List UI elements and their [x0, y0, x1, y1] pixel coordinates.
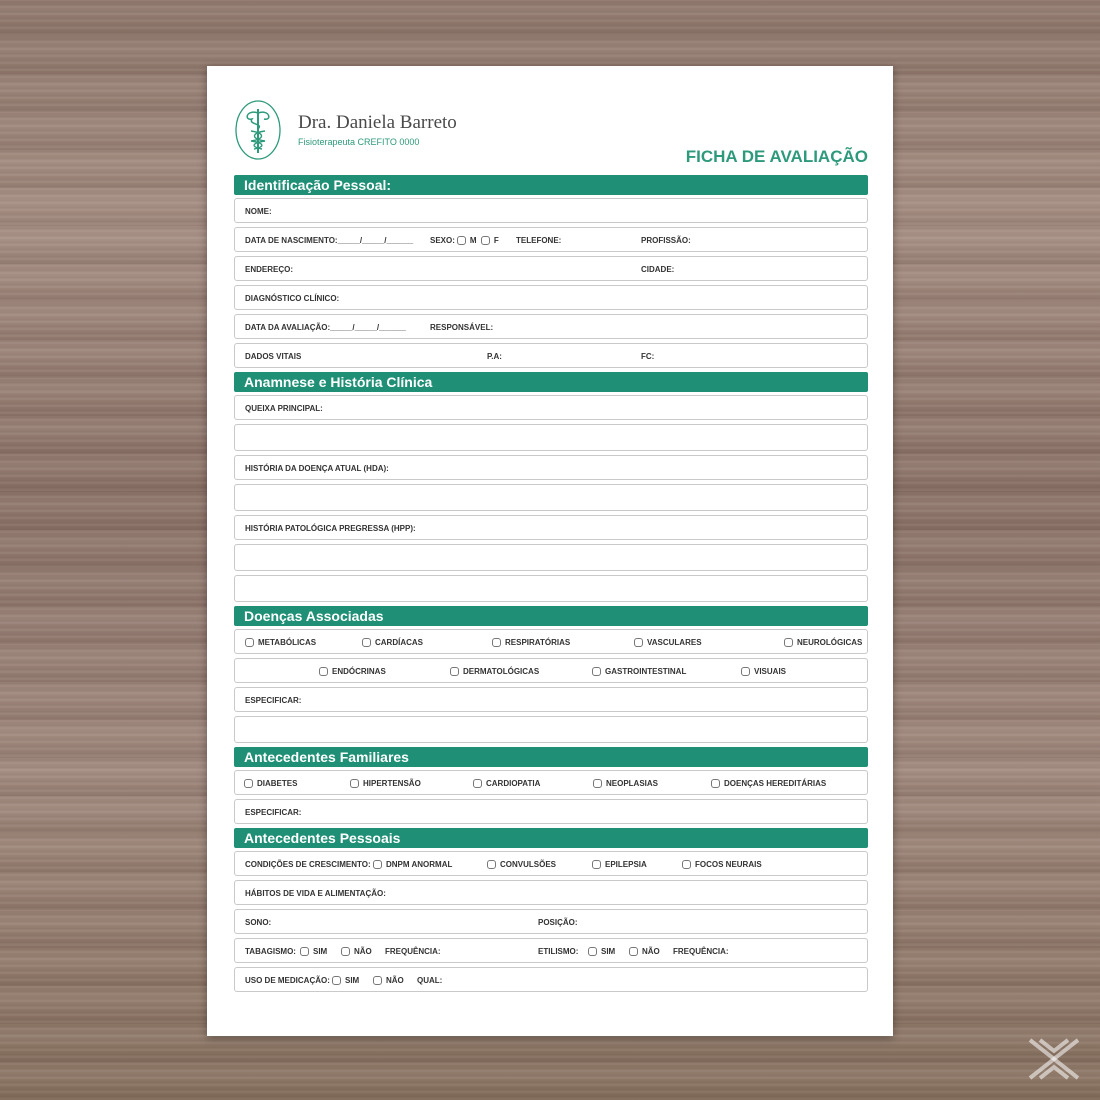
option-metabolicas[interactable]: METABÓLICAS — [245, 630, 316, 655]
medicacao-row — [234, 967, 868, 992]
option-diabetes[interactable]: DIABETES — [244, 771, 297, 796]
label-responsavel: RESPONSÁVEL: — [430, 323, 494, 332]
checkbox-icon[interactable] — [741, 667, 750, 676]
checkbox-icon[interactable] — [682, 860, 691, 869]
checkbox-icon[interactable] — [634, 638, 643, 647]
tabagismo-etilismo-row — [234, 938, 868, 963]
doencas-row-1 — [234, 629, 868, 654]
checkbox-icon[interactable] — [588, 947, 597, 956]
checkbox-icon[interactable] — [629, 947, 638, 956]
label-diagnostico: DIAGNÓSTICO CLÍNICO: — [245, 294, 340, 303]
section-doencas-header: Doenças Associadas — [234, 606, 868, 626]
field-hda[interactable] — [234, 455, 868, 480]
crescimento-row — [234, 851, 868, 876]
option-convulsoes[interactable]: CONVULSÕES — [487, 852, 556, 877]
option-vasculares[interactable]: VASCULARES — [634, 630, 702, 655]
option-etilismo-sim[interactable]: SIM — [588, 939, 615, 964]
label-dados-vitais: DADOS VITAIS — [245, 352, 302, 361]
field-doencas-blank[interactable] — [234, 716, 868, 743]
checkbox-icon[interactable] — [244, 779, 253, 788]
option-etilismo-nao[interactable]: NÃO — [629, 939, 660, 964]
doctor-name: Dra. Daniela Barreto — [298, 112, 457, 133]
field-endereco-row[interactable] — [234, 256, 868, 281]
label-tabagismo-frequencia: FREQUÊNCIA: — [385, 947, 441, 956]
checkbox-icon[interactable] — [711, 779, 720, 788]
checkbox-icon[interactable] — [593, 779, 602, 788]
label-etilismo: ETILISMO: — [538, 947, 579, 956]
option-endocrinas[interactable]: ENDÓCRINAS — [319, 659, 386, 684]
label-queixa: QUEIXA PRINCIPAL: — [245, 404, 323, 413]
option-gastrointestinal[interactable]: GASTROINTESTINAL — [592, 659, 686, 684]
option-dnpm-anormal[interactable]: DNPM ANORMAL — [373, 852, 452, 877]
label-pa: P.A: — [487, 352, 502, 361]
label-medicacao: USO DE MEDICAÇÃO: — [245, 976, 330, 985]
checkbox-icon[interactable] — [592, 667, 601, 676]
field-diagnostico[interactable] — [234, 285, 868, 310]
section-anamnese-header: Anamnese e História Clínica — [234, 372, 868, 392]
label-especificar: ESPECIFICAR: — [245, 808, 302, 817]
checkbox-icon[interactable] — [473, 779, 482, 788]
option-tabagismo-sim[interactable]: SIM — [300, 939, 327, 964]
section-identificacao-header: Identificação Pessoal: — [234, 175, 868, 195]
label-crescimento: CONDIÇÕES DE CRESCIMENTO: — [245, 860, 371, 869]
option-medicacao-nao[interactable]: NÃO — [373, 968, 404, 993]
checkbox-icon[interactable] — [362, 638, 371, 647]
option-visuais[interactable]: VISUAIS — [741, 659, 786, 684]
checkbox-icon[interactable] — [450, 667, 459, 676]
field-queixa[interactable] — [234, 395, 868, 420]
field-habitos[interactable] — [234, 880, 868, 905]
field-hda-blank[interactable] — [234, 484, 868, 511]
checkbox-icon[interactable] — [492, 638, 501, 647]
label-nascimento: DATA DE NASCIMENTO:_____/_____/______ — [245, 236, 414, 245]
form-title: FICHA DE AVALIAÇÃO — [685, 147, 868, 166]
checkbox-icon[interactable] — [245, 638, 254, 647]
label-endereco: ENDEREÇO: — [245, 265, 294, 274]
field-hpp-blank-2[interactable] — [234, 575, 868, 602]
checkbox-sexo-m[interactable] — [457, 236, 466, 245]
field-sono-row[interactable] — [234, 909, 868, 934]
field-doencas-especificar[interactable] — [234, 687, 868, 712]
field-nome[interactable] — [234, 198, 868, 223]
label-sexo: SEXO: — [430, 236, 455, 245]
field-familiares-especificar[interactable] — [234, 799, 868, 824]
caduceus-logo-icon — [234, 99, 282, 161]
option-doencas-hereditarias[interactable]: DOENÇAS HEREDITÁRIAS — [711, 771, 826, 796]
label-hpp: HISTÓRIA PATOLÓGICA PREGRESSA (HPP): — [245, 524, 416, 533]
label-especificar: ESPECIFICAR: — [245, 696, 302, 705]
label-telefone: TELEFONE: — [516, 236, 562, 245]
label-tabagismo: TABAGISMO: — [245, 947, 296, 956]
label-qual: QUAL: — [417, 976, 443, 985]
label-fc: FC: — [641, 352, 655, 361]
label-sono: SONO: — [245, 918, 272, 927]
label-etilismo-frequencia: FREQUÊNCIA: — [673, 947, 729, 956]
option-neoplasias[interactable]: NEOPLASIAS — [593, 771, 658, 796]
form-content — [234, 175, 868, 996]
checkbox-sexo-f[interactable] — [481, 236, 490, 245]
field-nascimento-row[interactable] — [234, 227, 868, 252]
evaluation-form-sheet — [207, 66, 893, 1036]
field-avaliacao-row[interactable] — [234, 314, 868, 339]
option-medicacao-sim[interactable]: SIM — [332, 968, 359, 993]
option-tabagismo-nao[interactable]: NÃO — [341, 939, 372, 964]
section-pessoais-header: Antecedentes Pessoais — [234, 828, 868, 848]
checkbox-icon[interactable] — [300, 947, 309, 956]
label-sexo-m: M — [469, 236, 477, 245]
option-respiratorias[interactable]: RESPIRATÓRIAS — [492, 630, 570, 655]
doencas-row-2 — [234, 658, 868, 683]
checkbox-icon[interactable] — [373, 860, 382, 869]
checkbox-icon[interactable] — [373, 976, 382, 985]
option-dermatologicas[interactable]: DERMATOLÓGICAS — [450, 659, 539, 684]
option-focos-neurais[interactable]: FOCOS NEURAIS — [682, 852, 762, 877]
field-hpp-blank-1[interactable] — [234, 544, 868, 571]
label-profissao: PROFISSÃO: — [641, 236, 691, 245]
option-cardiopatia[interactable]: CARDIOPATIA — [473, 771, 540, 796]
checkbox-icon[interactable] — [487, 860, 496, 869]
checkbox-icon[interactable] — [350, 779, 359, 788]
label-habitos: HÁBITOS DE VIDA E ALIMENTAÇÃO: — [245, 889, 386, 898]
checkbox-icon[interactable] — [592, 860, 601, 869]
option-epilepsia[interactable]: EPILEPSIA — [592, 852, 647, 877]
field-queixa-blank[interactable] — [234, 424, 868, 451]
watermark-logo-icon — [1026, 1036, 1082, 1082]
section-familiares-header: Antecedentes Familiares — [234, 747, 868, 767]
label-cidade: CIDADE: — [641, 265, 675, 274]
label-hda: HISTÓRIA DA DOENÇA ATUAL (HDA): — [245, 464, 389, 473]
label-sexo-f: F — [493, 236, 499, 245]
label-nome: NOME: — [245, 207, 272, 216]
checkbox-icon[interactable] — [332, 976, 341, 985]
option-neurologicas[interactable]: NEUROLÓGICAS — [784, 630, 862, 655]
label-data-avaliacao: DATA DA AVALIAÇÃO:_____/_____/______ — [245, 323, 406, 332]
doctor-credential: Fisioterapeuta CREFITO 0000 — [298, 137, 420, 147]
label-posicao: POSIÇÃO: — [538, 918, 578, 927]
field-dados-vitais-row[interactable] — [234, 343, 868, 368]
sexo-group — [430, 228, 499, 253]
familiares-row — [234, 770, 868, 795]
checkbox-icon[interactable] — [341, 947, 350, 956]
field-hpp[interactable] — [234, 515, 868, 540]
checkbox-icon[interactable] — [784, 638, 793, 647]
checkbox-icon[interactable] — [319, 667, 328, 676]
option-hipertensao[interactable]: HIPERTENSÃO — [350, 771, 421, 796]
option-cardiacas[interactable]: CARDÍACAS — [362, 630, 423, 655]
